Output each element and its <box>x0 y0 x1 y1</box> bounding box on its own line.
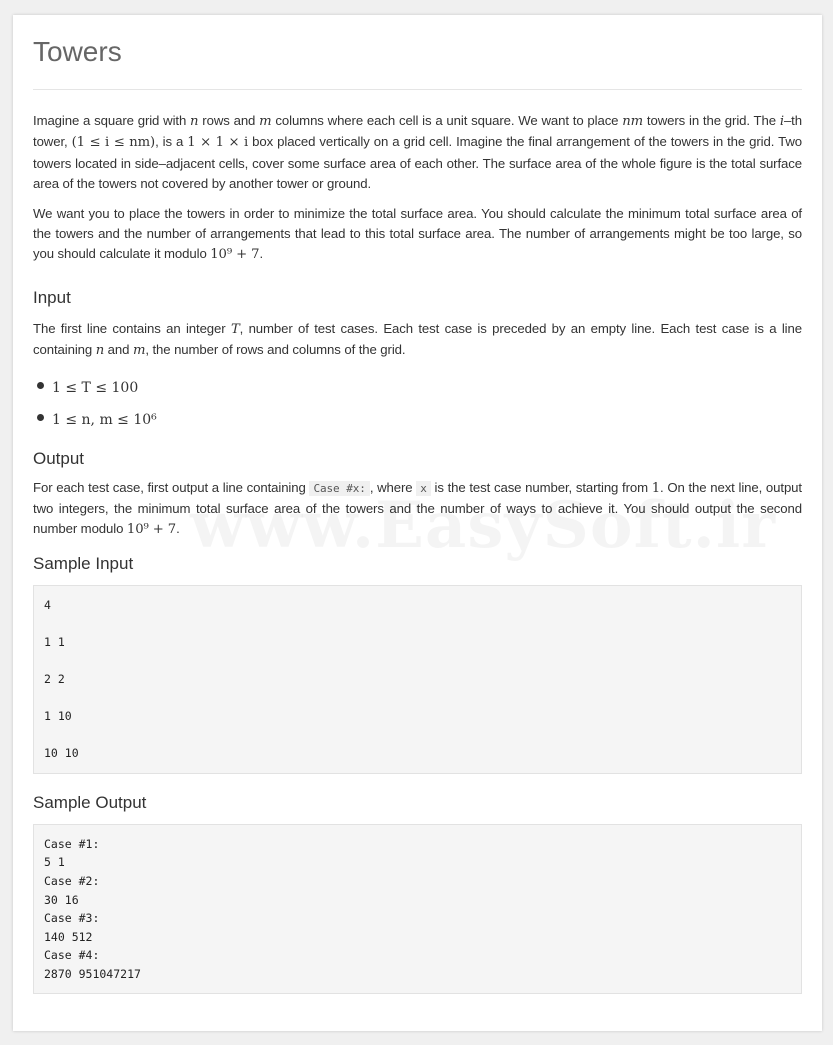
output-paragraph: For each test case, first output a line containing Case #x: , where x is the test case number, starting from 1. On the next line, output two integers, the minimum total surface area of the towers and the number of ways to achieve it. You should output the second number modulo 10⁹ + 7. <box>33 479 802 538</box>
statement-paragraph-2: We want you to place the towers in order to minimize the total surface area. You should calculate the minimum total surface area of the towers and the number of arrangements that lead to this total surface area. The number of arrangements might be too large, so you should calculate it modulo 10⁹ + 7. <box>33 205 802 263</box>
input-paragraph: The first line contains an integer T, number of test cases. Each test case is preceded by an empty line. Each test case is a line containing n and m, the number of rows and columns of the grid. <box>33 320 802 359</box>
statement-paragraph-1: Imagine a square grid with n rows and m columns where each cell is a unit square. We want to place nm towers in the grid. The i–th tower, (1 ≤ i ≤ nm), is a 1 × 1 × i box placed vertically on a grid cell. Imagine the final arrangement of the towers in the grid. Two towers located in side–adjacent cells, cover some surface area of each other. The surface area of the whole figure is the total surface area of the towers not covered by another tower or ground. <box>33 113 802 192</box>
constraint-item: 1 ≤ n, m ≤ 10⁶ <box>37 404 802 436</box>
sample-output-heading: Sample Output <box>33 792 147 812</box>
sample-input-heading: Sample Input <box>33 553 134 573</box>
input-heading: Input <box>33 287 71 307</box>
problem-card <box>13 15 822 1031</box>
code-case: Case #x: <box>309 481 369 496</box>
constraints-list <box>33 372 802 436</box>
page-title: Towers <box>33 15 802 90</box>
bullet-icon <box>37 414 44 421</box>
constraint-item: 1 ≤ T ≤ 100 <box>37 372 802 404</box>
sample-output-block: Case #1: 5 1 Case #2: 30 16 Case #3: 140 512 Case #4: 2870 951047217 <box>33 824 802 994</box>
output-heading: Output <box>33 448 85 468</box>
sample-input-block: 4 1 1 2 2 1 10 10 10 <box>33 585 802 774</box>
bullet-icon <box>37 382 44 389</box>
problem-content <box>33 111 802 994</box>
code-x: x <box>416 481 431 496</box>
